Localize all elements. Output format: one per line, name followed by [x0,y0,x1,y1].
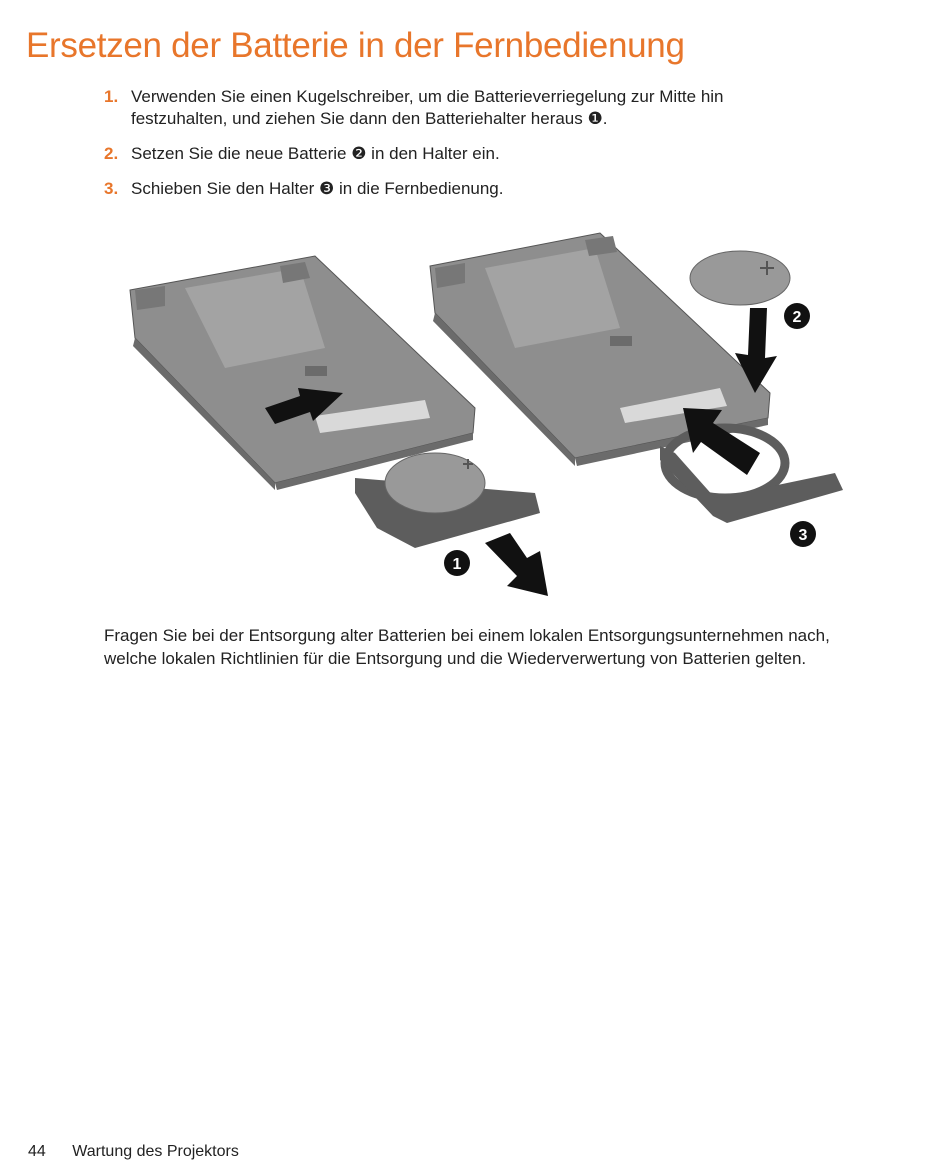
footer-section-title: Wartung des Projektors [72,1143,239,1160]
step-item [104,86,824,130]
pull-out-arrow-icon [485,533,548,596]
page-footer [28,1143,239,1161]
step-item [104,178,824,200]
page-title: Ersetzen der Batterie in der Fernbedienung [26,26,685,65]
callout-1 [444,550,470,576]
step-text: Setzen Sie die neue Batterie ❷ in den Halter ein. [131,144,500,163]
step-item [104,143,824,165]
page-number: 44 [28,1143,46,1160]
callout-2-label: 2 [792,309,802,326]
step-text: Schieben Sie den Halter ❸ in die Fernbedienung. [131,179,504,198]
battery-replacement-illustration [115,228,855,608]
callout-2 [784,303,810,329]
battery-holder-left [355,453,540,548]
step-number: 3. [104,179,119,198]
step-number: 2. [104,144,119,163]
new-battery [690,251,790,305]
step-number: 1. [104,87,119,106]
instruction-steps [104,86,824,213]
step-text: Verwenden Sie einen Kugelschreiber, um die Batterieverriegelung zur Mitte hin festzuhalten, und ziehen Sie dann den Batteriehalter heraus ❶. [131,87,724,128]
callout-1-label: 1 [452,556,462,573]
callout-3 [790,521,816,547]
callout-3-label: 3 [798,527,808,544]
disposal-note: Fragen Sie bei der Entsorgung alter Batterien bei einem lokalen Entsorgungsunternehmen nach, welche lokalen Richtlinien für die Entsorgung und die Wiederverwertung von Batterien gelten. [104,626,830,668]
